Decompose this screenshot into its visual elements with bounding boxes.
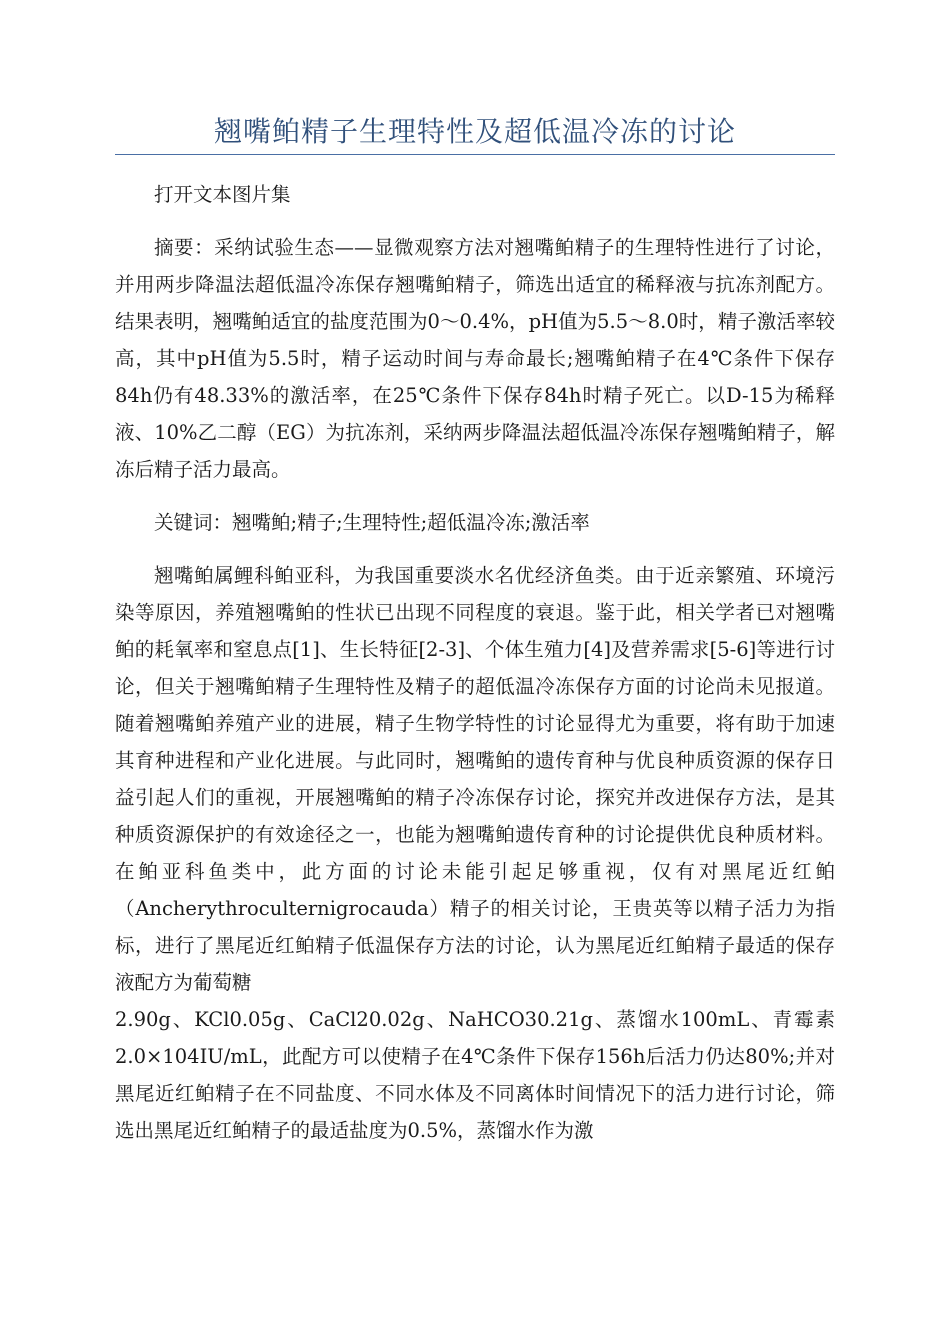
intro-paragraph: 翘嘴鲌属鲤科鲌亚科，为我国重要淡水名优经济鱼类。由于近亲繁殖、环境污染等原因，养殖翘嘴鲌的性状已出现不同程度的衰退。鉴于此，相关学者已对翘嘴鲌的耗氧率和窒息点[1]、生长特征[2-3]、个体生殖力[4]及营养需求[5-6]等进行讨论，但关于翘嘴鲌精子生理特性及精子的超低温冷冻保存方面的讨论尚未见报道。随着翘嘴鲌养殖产业的进展，精子生物学特性的讨论显得尤为重要，将有助于加速其育种进程和产业化进展。与此同时，翘嘴鲌的遗传育种与优良种质资源的保存日益引起人们的重视，开展翘嘴鲌的精子冷冻保存讨论，探究并改进保存方法，是其种质资源保护的有效途径之一，也能为翘嘴鲌遗传育种的讨论提供优良种质材料。在鲌亚科鱼类中，此方面的讨论未能引起足够重视，仅有对黑尾近红鲌（Ancherythroculternigrocauda）精子的相关讨论，王贵英等以精子活力为指标，进行了黑尾近红鲌精子低温保存方法的讨论，认为黑尾近红鲌精子最适的保存液配方为葡萄糖 — [115, 564, 835, 994]
image-set-link-text: 打开文本图片集 — [154, 183, 291, 206]
keywords-paragraph: 关键词：翘嘴鲌;精子;生理特性;超低温冷冻;激活率 — [154, 511, 590, 534]
title-underline — [115, 154, 835, 155]
document-title: 翘嘴鲌精子生理特性及超低温冷冻的讨论 — [213, 115, 736, 148]
formula-paragraph: 2.90g、KCl0.05g、CaCl20.02g、NaHCO30.21g、蒸馏水100mL、青霉素2.0×104IU/mL，此配方可以使精子在4℃条件下保存156h后活力仍达80%;并对黑尾近红鲌精子在不同盐度、不同水体及不同离体时间情况下的活力进行讨论，筛选出黑尾近红鲌精子的最适盐度为0.5%，蒸馏水作为激 — [115, 1008, 835, 1142]
document-body — [115, 176, 835, 1149]
abstract-paragraph: 摘要：采纳试验生态——显微观察方法对翘嘴鲌精子的生理特性进行了讨论，并用两步降温法超低温冷冻保存翘嘴鲌精子，筛选出适宜的稀释液与抗冻剂配方。结果表明，翘嘴鲌适宜的盐度范围为0～0.4%，pH值为5.5～8.0时，精子激活率较高，其中pH值为5.5时，精子运动时间与寿命最长;翘嘴鲌精子在4℃条件下保存84h仍有48.33%的激活率，在25℃条件下保存84h时精子死亡。以D-15为稀释液、10%乙二醇（EG）为抗冻剂，采纳两步降温法超低温冷冻保存翘嘴鲌精子，解冻后精子活力最高。 — [115, 236, 835, 481]
